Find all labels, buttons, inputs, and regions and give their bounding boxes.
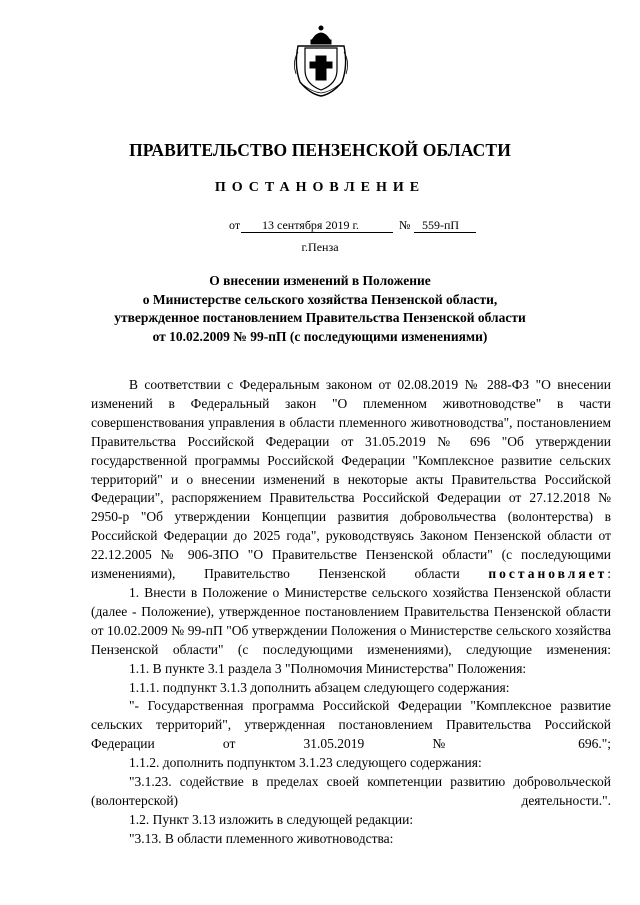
paragraph: 1.1.2. дополнить подпунктом 3.1.23 следующего содержания: <box>129 755 482 771</box>
title-line: О внесении изменений в Положение <box>209 273 431 288</box>
paragraph: "- Государственная программа Российской Федерации "Комплексное развитие сельских территорий", утвержденная постановлением Правительства Российской Федерации от 31.05.2019 № 696."; <box>91 698 611 752</box>
paragraph: "3.1.23. содействие в пределах своей компетенции развитию добровольческой (волонтерской) деятельности.". <box>91 774 611 808</box>
paragraph: "3.13. В области племенного животноводства: <box>129 830 394 846</box>
preamble-text: В соответствии с Федеральным законом от 02.08.2019 № 288-ФЗ "О внесении изменений в Федеральный закон "О племенном животноводстве" в части совершенствования управления в области племенного животноводства", постановлением Правительства Российской Федерации от 31.05.2019 № 696 "Об утверждении государственной программы Российской Федерации "Комплексное развитие сельских территорий" и о внесении изменений в некоторые акты Правительства Российской Федерации", распоряжением Правительства Российской Федерации от 27.12.2018 № 2950-р "Об утверждении Концепции развития добровольчества (волонтерства) в Российской Федерации до 2025 года", руководствуясь Законом Пензенской области от 22.12.2005 № 906-ЗПО "О Правительстве Пензенской области" (с последующими изменениями), Правительство Пензенской области <box>91 377 611 582</box>
document-body <box>91 376 611 849</box>
title-line: о Министерстве сельского хозяйства Пензенской области, <box>142 291 498 307</box>
coat-of-arms-icon <box>292 22 350 98</box>
title-line: утвержденное постановлением Правительства Пензенской области <box>114 310 526 325</box>
document-number: 559-пП <box>422 218 460 232</box>
document-date: 13 сентября 2019 г. <box>262 218 360 232</box>
city: г.Пенза <box>301 240 339 254</box>
date-number-line <box>0 218 640 236</box>
document-title <box>100 272 540 346</box>
resolves-colon: : <box>607 566 612 582</box>
organization-title: ПРАВИТЕЛЬСТВО ПЕНЗЕНСКОЙ ОБЛАСТИ <box>129 140 511 160</box>
paragraph: 1.2. Пункт 3.13 изложить в следующей редакции: <box>129 811 414 827</box>
title-line: от 10.02.2009 № 99-пП (с последующими изменениями) <box>152 328 488 344</box>
date-prefix: от <box>229 218 241 232</box>
paragraph: 1. Внести в Положение о Министерстве сельского хозяйства Пензенской области (далее - Положение), утвержденное постановлением Правительства Пензенской области от 10.02.2009 № 99-пП "Об утверждении Положения о Министерстве сельского хозяйства Пензенской области" (с последующими изменениями), следующие изменения: <box>91 584 611 657</box>
document-type: ПОСТАНОВЛЕНИЕ <box>214 180 426 195</box>
preamble-paragraph <box>91 376 611 584</box>
number-prefix: № <box>399 218 411 232</box>
paragraph: 1.1. В пункте 3.1 раздела 3 "Полномочия Министерства" Положения: <box>129 660 527 676</box>
resolves-word: постановляет <box>488 566 608 582</box>
paragraph: 1.1.1. подпункт 3.1.3 дополнить абзацем следующего содержания: <box>129 679 510 695</box>
